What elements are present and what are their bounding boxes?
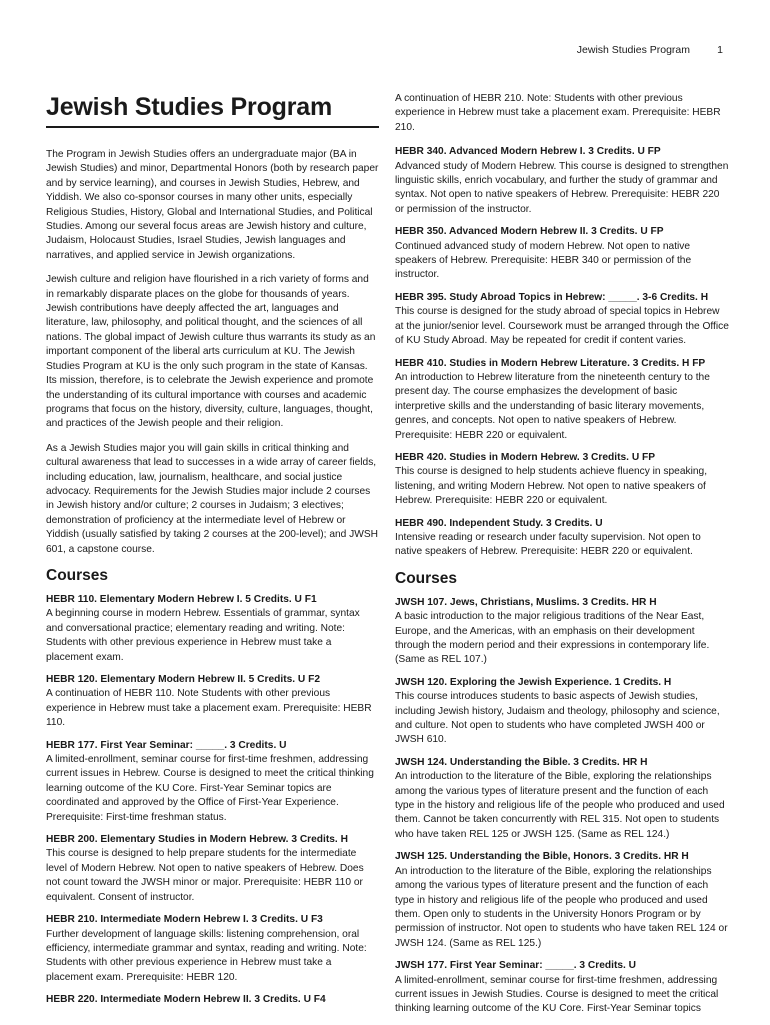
course-entry bbox=[46, 913, 379, 985]
course-entry bbox=[395, 451, 730, 509]
running-head-title: Jewish Studies Program bbox=[576, 44, 690, 56]
course-description: An introduction to the literature of the Bible, exploring the relationships among the various types of literature present and the function of each type in the history and religious life of the people who produced and used them. Cannot be taken concurrently with REL 315. Not open to students who have taken REL 125 or JWSH 125. (Same as REL 124.) bbox=[395, 771, 725, 840]
course-entry bbox=[395, 291, 730, 349]
course-title: JWSH 177. First Year Seminar: _____. 3 Credits. U bbox=[395, 960, 637, 972]
course-description: Continued advanced study of modern Hebrew. Not open to native speakers of Hebrew. Prerequisite: HEBR 340 or permission of the instructor. bbox=[395, 240, 692, 281]
course-description: A continuation of HEBR 110. Note Students with other previous experience in Hebrew must take a placement exam. Prerequisite: HEBR 110. bbox=[46, 688, 372, 729]
course-entry bbox=[46, 993, 379, 1007]
course-description: This course is designed to help students achieve fluency in speaking, listening, and writing Modern Hebrew. Not open to native speakers of Hebrew. Prerequisite: HEBR 220 or equivalent. bbox=[395, 466, 708, 507]
course-title: HEBR 420. Studies in Modern Hebrew. 3 Credits. U FP bbox=[395, 451, 656, 463]
course-entry bbox=[395, 517, 730, 560]
course-entry bbox=[395, 676, 730, 748]
course-title: HEBR 395. Study Abroad Topics in Hebrew: _____. 3-6 Credits. H bbox=[395, 291, 709, 303]
course-title: JWSH 107. Jews, Christians, Muslims. 3 Credits. HR H bbox=[395, 596, 657, 608]
course-description: An introduction to the literature of the Bible, exploring the relationships among the various types of literature present and the function of each type in history and religious life of the people who produced and used them. Open only to students in the University Honors Program or by permission of instructor. Not open to students who have taken REL 124 or JWSH 124. (Same as REL 125.) bbox=[395, 865, 728, 949]
right-column bbox=[395, 92, 730, 1025]
course-title: HEBR 110. Elementary Modern Hebrew I. 5 Credits. U F1 bbox=[46, 593, 317, 605]
course-description: Further development of language skills: listening comprehension, oral efficiency, intermediate grammar and syntax, reading and writing. Note: Students with other previous experience in Hebrew must take a placement exam. Prerequisite: HEBR 120. bbox=[46, 928, 367, 983]
course-title: HEBR 350. Advanced Modern Hebrew II. 3 Credits. U FP bbox=[395, 226, 664, 238]
course-description: A limited-enrollment, seminar course for first-time freshmen, addressing current issues in Hebrew. Course is designed to meet the critical thinking learning outcome of the KU Core. First-Year Seminar topics are coordinated and approved by the Office of First-Year Experience. Prerequisite: First-time freshman status. bbox=[46, 754, 374, 823]
course-entry bbox=[395, 596, 730, 668]
course-entry bbox=[395, 145, 730, 217]
course-title: HEBR 490. Independent Study. 3 Credits. U bbox=[395, 517, 603, 529]
courses-heading: Courses bbox=[395, 569, 458, 587]
intro-paragraph: As a Jewish Studies major you will gain skills in critical thinking and cultural awareness that lead to successes in a wide array of career fields, including education, law, journalism, healthcare, and social justice advocacy. Requirements for the Jewish Studies major include 2 courses in Jewish history and/or culture; 2 courses in Judaism; 3 electives; demonstration of proficiency at the intermediate level of Hebrew or Yiddish (usually satisfied by taking 2 courses at the 200-level); and JWSH 601, a capstone course. bbox=[46, 442, 379, 555]
course-description: A beginning course in modern Hebrew. Essentials of grammar, syntax and conversational practice; elementary reading and writing. Note: Students with other previous experience in Hebrew must take a placement exam. bbox=[46, 608, 360, 663]
courses-heading: Courses bbox=[46, 566, 109, 584]
course-entry bbox=[46, 593, 379, 665]
course-description: Advanced study of Modern Hebrew. This course is designed to strengthen linguistic skills, enrich vocabulary, and further the study of grammar and syntax. Not open to native speakers of Hebrew. Prerequisite: HEBR 220 or permission of the instructor. bbox=[395, 160, 729, 215]
course-title: HEBR 210. Intermediate Modern Hebrew I. 3 Credits. U F3 bbox=[46, 914, 323, 926]
course-entry bbox=[395, 959, 730, 1017]
course-title: HEBR 200. Elementary Studies in Modern Hebrew. 3 Credits. H bbox=[46, 834, 348, 846]
course-entry bbox=[395, 357, 730, 443]
course-title: JWSH 125. Understanding the Bible, Honors. 3 Credits. HR H bbox=[395, 851, 689, 863]
left-column bbox=[46, 92, 379, 1016]
course-description: A limited-enrollment, seminar course for first-time freshmen, addressing current issues in Jewish Studies. Course is designed to meet the critical thinking learning outcome of the KU Core. First-Year Seminar topics bbox=[395, 974, 719, 1015]
page-title: Jewish Studies Program bbox=[46, 92, 379, 128]
course-title: HEBR 340. Advanced Modern Hebrew I. 3 Credits. U FP bbox=[395, 146, 661, 158]
page-number: 1 bbox=[717, 44, 723, 56]
intro-paragraph: Jewish culture and religion have flourished in a rich variety of forms and in remarkably disparate places on the globe for thousands of years. Jewish contributions have deeply affected the art, languages and literature, law, philosophy, and political thought, and the sciences of all nations. The global impact of Jewish culture thus warrants its study as an important component of the liberal arts curriculum at KU. The Jewish Studies Program at KU is the only such program in the state of Kansas. Its mission, therefore, is to celebrate the Jewish experience and promote the understanding of its cultural importance with courses and academic programs that focus on the history, diversity, culture, languages, thought, and practices of the Jewish people and their religion. bbox=[46, 274, 376, 430]
intro-paragraph: The Program in Jewish Studies offers an undergraduate major (BA in Jewish Studies) and minor, Departmental Honors (both by research paper and by service learning), and courses in Jewish Studies, Hebrew, and Yiddish. We also co-sponsor courses in many other units, especially Religious Studies, History, Global and International Studies, and Political Studies. Among our several focus areas are Jewish history and culture, Judaism, Holocaust Studies, Israel Studies, Jewish languages and narratives, and applied service in Jewish organizations. bbox=[46, 149, 379, 261]
course-entry bbox=[46, 739, 379, 825]
course-title: JWSH 124. Understanding the Bible. 3 Credits. HR H bbox=[395, 756, 648, 768]
course-entry bbox=[46, 833, 379, 905]
course-entry bbox=[395, 756, 730, 842]
course-description: This course is designed for the study abroad of special topics in Hebrew at the junior/senior level. Coursework must be arranged through the Office of KU Study Abroad. May be repeated for credit if content varies. bbox=[395, 306, 729, 347]
course-entry bbox=[395, 225, 730, 283]
course-entry bbox=[46, 673, 379, 731]
course-entry bbox=[395, 850, 730, 951]
course-title: HEBR 177. First Year Seminar: _____. 3 Credits. U bbox=[46, 739, 287, 751]
course-title: HEBR 410. Studies in Modern Hebrew Literature. 3 Credits. H FP bbox=[395, 357, 706, 369]
course-description: This course is designed to help prepare students for the intermediate level of Modern Hebrew. Not open to native speakers of Hebrew. Does not count toward the JWSH minor or major. Prerequisite: HEBR 110 or equivalent. Consent of instructor. bbox=[46, 848, 364, 903]
course-title: HEBR 120. Elementary Modern Hebrew II. 5 Credits. U F2 bbox=[46, 674, 321, 685]
course-description: Intensive reading or research under faculty supervision. Not open to native speakers of Hebrew. Prerequisite: HEBR 220 or equivalent. bbox=[395, 531, 701, 558]
running-head bbox=[0, 44, 770, 58]
course-description: An introduction to Hebrew literature from the nineteenth century to the present day. The course emphasizes the development of basic interpretive skills and the understanding of basic literary movements, genres, and concepts. Not open to native speakers of Hebrew. Prerequisite: HEBR 220 or equivalent. bbox=[395, 371, 710, 441]
course-title: JWSH 120. Exploring the Jewish Experience. 1 Credits. H bbox=[395, 676, 672, 688]
course-description: A basic introduction to the major religious traditions of the Near East, Europe, and the Americas, with an emphasis on their development through the modern period and their expressions in contemporary life. (Same as REL 107.) bbox=[395, 611, 710, 666]
course-description: This course introduces students to basic aspects of Jewish studies, including Jewish history, Judaism and theology, philosophy and science, and culture. Not open to students who have completed JWSH 400 or JWSH 610. bbox=[395, 691, 720, 746]
continued-description: A continuation of HEBR 210. Note: Students with other previous experience in Hebrew must take a placement exam. Prerequisite: HEBR 210. bbox=[395, 93, 721, 133]
course-title: HEBR 220. Intermediate Modern Hebrew II. 3 Credits. U F4 bbox=[46, 994, 326, 1006]
